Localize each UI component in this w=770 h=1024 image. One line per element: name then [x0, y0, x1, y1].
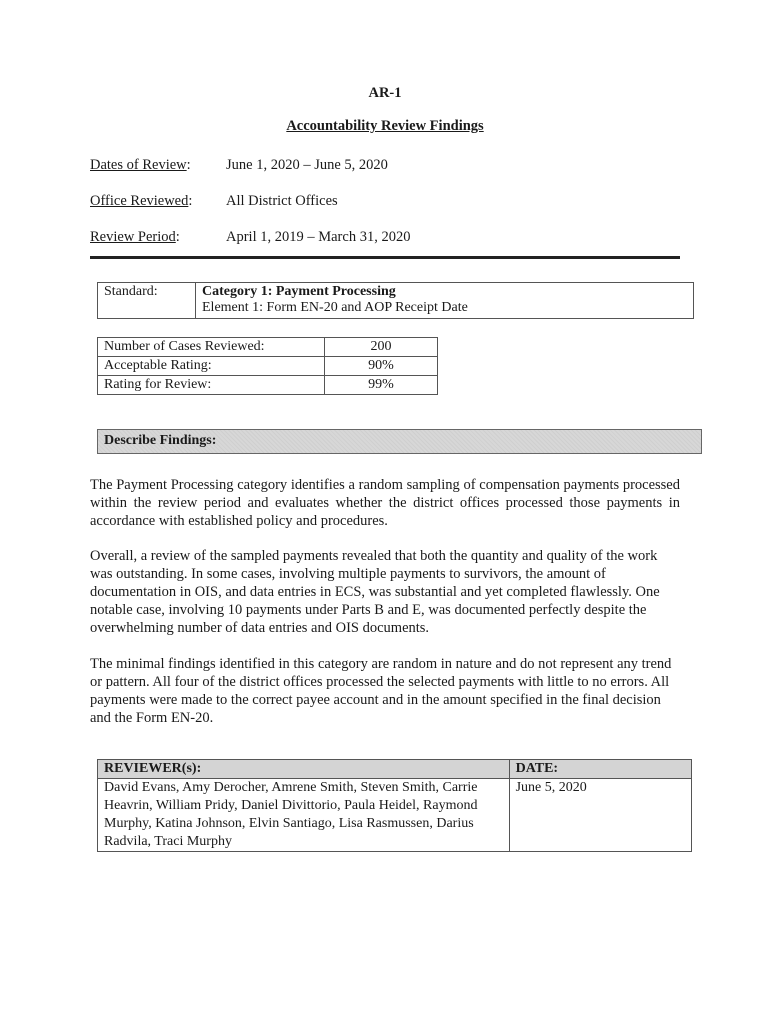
document-page: AR-1 Accountability Review Findings Dates of Review: June 1, 2020 – June 5, 2020 Office Reviewed: All District Offices Review Period: April 1, 2019 – March 31, 2020 Standard: Category 1: Payment Processing Element 1: Form EN-20 and AOP Receipt Date Number of Cases Reviewed: 200 Acceptable Rating: 90% Rating for Review: 99% Describe Findings: The Payment Processing category identifies a random sampling of compensation payments processed within the review period and evaluates whether the district offices processed those payments in accordance with established policy and procedures. Overall, a review of the sampled payments revealed that both the quantity and quality of the work was outstanding. In some cases, involving multiple payments to survivors, the amount of documentation in OIS, and data entries in ECS, was substantial and yet completed flawlessly. One notable case, involving 10 payments under Parts B and E, was documented perfectly despite the overwhelming number of data entries and OIS documents. The minimal findings identified in this category are random in nature and do not represent any trend or pattern. All four of the district offices processed the selected payments with little to no errors. All payments were made to the correct payee account and in the amount specified in the final decision and the Form EN-20. REVIEWER(s): DATE: David Evans, Amy Derocher, Amrene Smith, Steven Smith, Carrie Heavrin, William Pridy, Daniel Divittorio, Paula Heidel, Raymond Murphy, Katina Johnson, Elvin Santiago, Lisa Rasmussen, Darius Radvila, Traci Murphy June 5, 2020 [0, 0, 770, 1024]
office-label: Office Reviewed [90, 193, 189, 209]
table-row [98, 376, 438, 395]
standard-row [98, 283, 694, 319]
header-divider [90, 256, 680, 259]
dates-value: June 1, 2020 – June 5, 2020 [226, 157, 388, 173]
rating-table [97, 337, 438, 395]
document-title: Accountability Review Findings [286, 118, 484, 134]
period-value: April 1, 2019 – March 31, 2020 [226, 229, 411, 245]
standard-label: Standard: [98, 283, 196, 319]
stat-value: 90% [325, 357, 438, 376]
standard-category: Category 1: Payment Processing [202, 284, 396, 299]
findings-paragraph-1: The Payment Processing category identifies a random sampling of compensation payments processed within the review period and evaluates whether the district offices processed those payments in accordance with established policy and procedures. [90, 477, 680, 529]
stat-value: 200 [325, 338, 438, 357]
dates-label: Dates of Review [90, 157, 187, 173]
stat-value: 99% [325, 376, 438, 395]
reviewer-table [97, 759, 692, 852]
reviewers-list: David Evans, Amy Derocher, Amrene Smith, Steven Smith, Carrie Heavrin, William Pridy, Daniel Divittorio, Paula Heidel, Raymond Murphy, Katina Johnson, Elvin Santiago, Lisa Rasmussen, Darius Radvila, Traci Murphy [98, 779, 510, 852]
standard-element: Element 1: Form EN-20 and AOP Receipt Date [202, 300, 468, 315]
findings-paragraph-3: The minimal findings identified in this category are random in nature and do not represent any trend or pattern. All four of the district offices processed the selected payments with little to no errors. All payments were made to the correct payee account and in the amount specified in the final decision and the Form EN-20. [90, 656, 672, 726]
stat-label: Rating for Review: [98, 376, 325, 395]
reviewers-header: REVIEWER(s): [98, 760, 510, 779]
findings-paragraph-2: Overall, a review of the sampled payments revealed that both the quantity and quality of the work was outstanding. In some cases, involving multiple payments to survivors, the amount of documentation in OIS, and data entries in ECS, was substantial and yet completed flawlessly. One notable case, involving 10 payments under Parts B and E, was documented perfectly despite the overwhelming number of data entries and OIS documents. [90, 548, 660, 636]
standard-detail [196, 283, 694, 319]
table-row [98, 338, 438, 357]
findings-header: Describe Findings: [97, 429, 702, 454]
stat-label: Number of Cases Reviewed: [98, 338, 325, 357]
office-value: All District Offices [226, 193, 338, 209]
review-date: June 5, 2020 [509, 779, 691, 852]
period-label: Review Period [90, 229, 176, 245]
standard-table [97, 282, 694, 319]
table-row [98, 357, 438, 376]
reviewer-body-row [98, 779, 692, 852]
date-header: DATE: [509, 760, 691, 779]
document-id: AR-1 [368, 85, 402, 101]
stat-label: Acceptable Rating: [98, 357, 325, 376]
reviewer-header-row [98, 760, 692, 779]
